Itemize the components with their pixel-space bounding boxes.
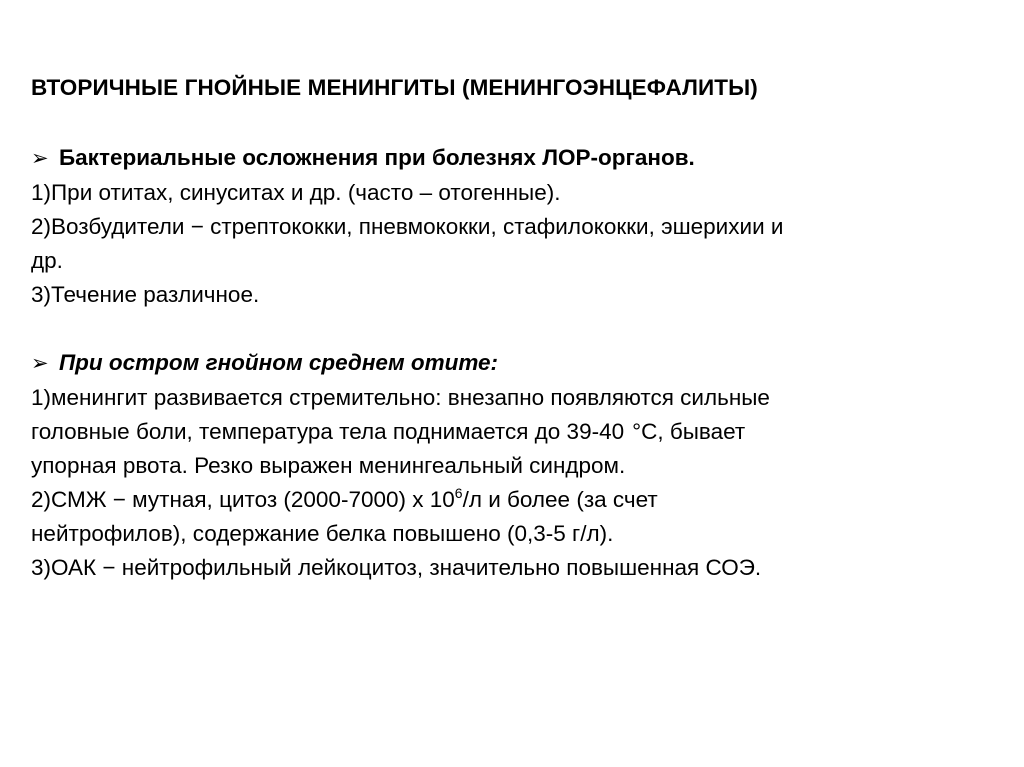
list-item-continuation: нейтрофилов), содержание белка повышено (0,3-5 г/л). [31, 521, 614, 546]
text-segment: головные боли, температура тела поднимается до 39-40 [31, 419, 625, 444]
section-heading-line [31, 141, 1006, 176]
arrow-bullet-icon: ➢ [31, 352, 49, 375]
list-item-continuation: др. [31, 248, 63, 273]
list-item-continuation [31, 415, 1006, 449]
section-bacterial-complications [31, 141, 1006, 312]
section-heading: Бактериальные осложнения при болезнях ЛОР-органов. [59, 145, 695, 170]
superscript-exponent: 6 [454, 485, 463, 501]
list-item [31, 483, 1006, 517]
list-item: 2)Возбудители − стрептококки, пневмококки, стафилококки, эшерихии и [31, 214, 784, 239]
section-acute-otitis [31, 346, 1006, 585]
text-segment: 2)СМЖ − мутная, цитоз (2000-7000) х 10 [31, 487, 455, 512]
arrow-bullet-icon: ➢ [31, 147, 49, 170]
list-item: 3)ОАК − нейтрофильный лейкоцитоз, значительно повышенная СОЭ. [31, 555, 762, 580]
list-item: 1)При отитах, синуситах и др. (часто – отогенные). [31, 180, 561, 205]
text-segment: /л и более (за счет [462, 487, 658, 512]
list-item: 1)менингит развивается стремительно: внезапно появляются сильные [31, 385, 770, 410]
section-heading: При остром гнойном среднем отите: [59, 350, 499, 375]
section-heading-line [31, 346, 1006, 381]
temperature-unit-text: °С, бывает [632, 419, 746, 444]
slide-title: ВТОРИЧНЫЕ ГНОЙНЫЕ МЕНИНГИТЫ (МЕНИНГОЭНЦЕФАЛИТЫ) [31, 75, 758, 100]
list-item: 3)Течение различное. [31, 282, 260, 307]
list-item-continuation: упорная рвота. Резко выражен менингеальный синдром. [31, 453, 626, 478]
